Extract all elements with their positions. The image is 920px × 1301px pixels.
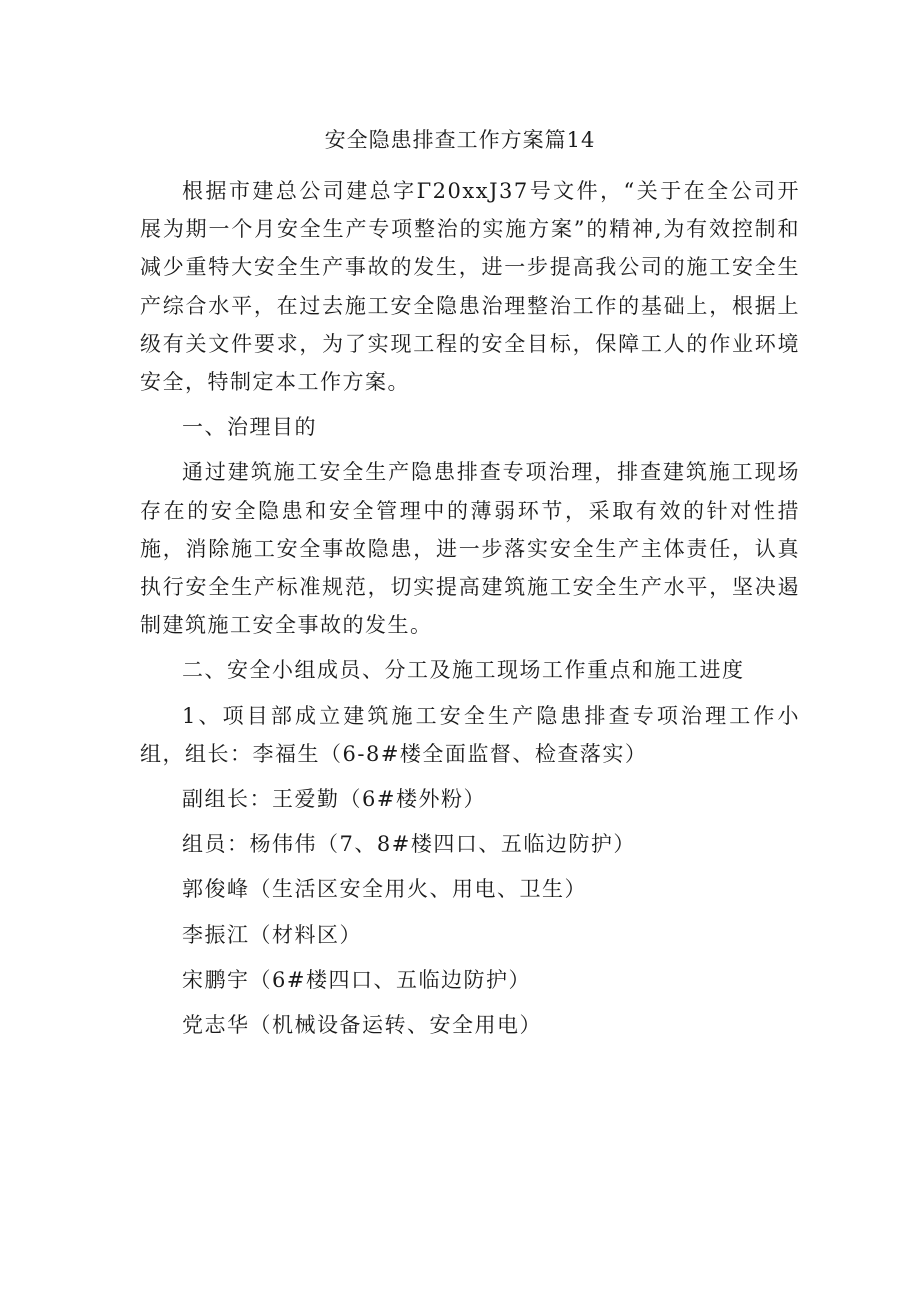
paragraph-team: 1、项目部成立建筑施工安全生产隐患排查专项治理工作小组，组长：李福生（6-8#楼全面监督、检查落实） — [140, 703, 800, 766]
member-deputy-leader: 副组长：王爱勤（6#楼外粉） — [182, 787, 486, 812]
section-heading-1: 一、治理目的 — [182, 415, 317, 440]
member-dang: 党志华（机械设备运转、安全用电） — [182, 1013, 542, 1038]
member-guo: 郭俊峰（生活区安全用火、用电、卫生） — [182, 877, 587, 902]
document-body — [140, 172, 800, 1044]
paragraph-goal: 通过建筑施工安全生产隐患排查专项治理，排查建筑施工现场存在的安全隐患和安全管理中的薄弱环节，采取有效的针对性措施，消除施工安全事故隐患，进一步落实安全生产主体责任，认真执行安全生产标准规范，切实提高建筑施工安全生产水平，坚决遏制建筑施工安全事故的发生。 — [140, 460, 800, 638]
member-group: 组员：杨伟伟（7、8#楼四口、五临边防护） — [182, 832, 636, 857]
member-li: 李振江（材料区） — [182, 922, 362, 947]
paragraph-intro: 根据市建总公司建总字Γ20xxJ37号文件，“关于在全公司开展为期一个月安全生产专项整治的实施方案”的精神,为有效控制和减少重特大安全生产事故的发生，进一步提高我公司的施工安全生产综合水平，在过去施工安全隐患治理整治工作的基础上，根据上级有关文件要求，为了实现工程的安全目标，保障工人的作业环境安全，特制定本工作方案。 — [140, 179, 800, 395]
section-heading-2: 二、安全小组成员、分工及施工现场工作重点和施工进度 — [182, 658, 745, 683]
document-title: 安全隐患排查工作方案篇14 — [324, 128, 596, 152]
member-song: 宋鹏宇（6#楼四口、五临边防护） — [182, 967, 531, 992]
